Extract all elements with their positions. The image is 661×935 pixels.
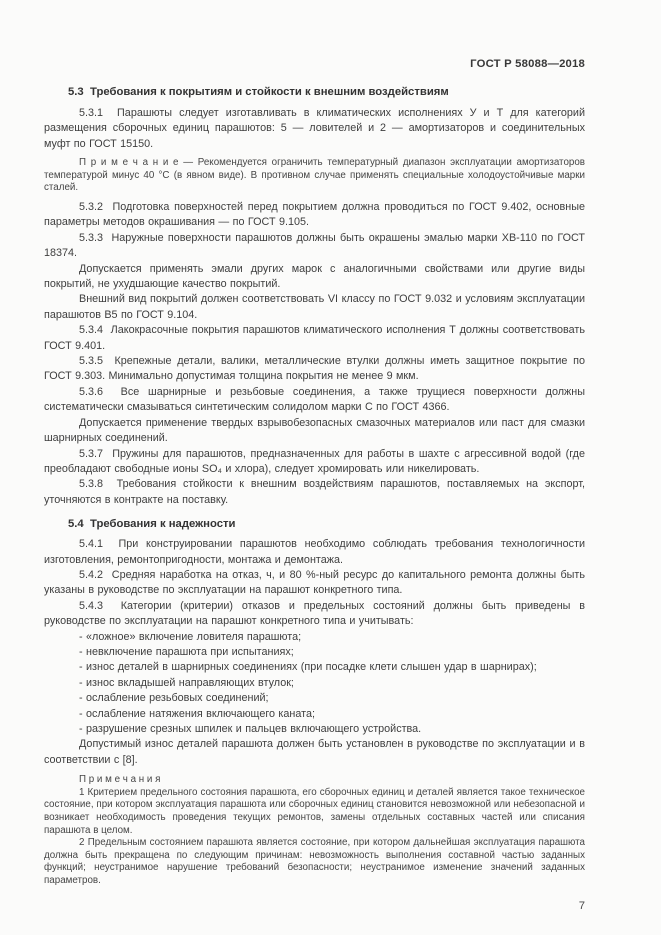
notes-block	[44, 774, 585, 887]
section-heading-5-3: 5.3 Требования к покрытиям и стойкости к внешним воздействиям	[68, 86, 449, 98]
para-5-4-1: 5.4.1 При конструировании парашютов необходимо соблюдать требования технологичности изготовления, ремонтопригодности, монтажа и демонтажа.	[44, 538, 585, 566]
note-5-3-1: П р и м е ч а н и е — Рекомендуется ограничить температурный диапазон эксплуатации амортизаторов температурой минус 40 °С (в явном виде). В противном случае применять специальные холодоустойчивые марки сталей.	[44, 157, 585, 194]
para-5-3-3-allow: Допускается применять эмали других марок с аналогичными свойствами или другие виды покрытий, не ухудшающие качество покрытий.	[44, 262, 585, 291]
para-5-3-5: 5.3.5 Крепежные детали, валики, металлические втулки должны иметь защитное покрытие по ГОСТ 9.303. Минимально допустимая толщина покрытия не менее 9 мкм.	[44, 355, 585, 383]
para-5-3-7: 5.3.7 Пружины для парашютов, предназначенных для работы в шахте с агрессивной водой (где преобладают свободные ионы SO₄ и хлора), следует хромировать или никелировать.	[44, 447, 585, 475]
list-item: - разрушение срезных шпилек и пальцев включающего устройства.	[79, 723, 422, 735]
para-5-3-3-appearance: Внешний вид покрытий должен соответствовать VI классу по ГОСТ 9.032 и условиям эксплуатации парашютов В5 по ГОСТ 9.104.	[44, 293, 585, 321]
para-5-3-2: 5.3.2 Подготовка поверхностей перед покрытием должна проводиться по ГОСТ 9.402, основные параметры методов окрашивания — по ГОСТ 9.105.	[44, 201, 585, 229]
notes-title: П р и м е ч а н и я	[79, 774, 161, 786]
para-5-3-1: 5.3.1 Парашюты следует изготавливать в климатических исполнениях У и Т для категорий размещения сборочных единиц парашютов: 5 — ловителей и 2 — амортизаторов и соединительных муфт по ГОСТ 15150.	[44, 107, 585, 150]
doc-number: ГОСТ Р 58088—2018	[470, 58, 585, 70]
para-5-3-4: 5.3.4 Лакокрасочные покрытия парашютов климатического исполнения Т должны соответствовать ГОСТ 9.401.	[44, 324, 585, 352]
list-item: - износ вкладышей направляющих втулок;	[79, 676, 294, 689]
para-5-3-6: 5.3.6 Все шарнирные и резьбовые соединения, а также трущиеся поверхности должны систематически смазываться синтетическим солидолом марки С по ГОСТ 4366.	[44, 385, 585, 414]
list-item: - ослабление резьбовых соединений;	[79, 692, 269, 705]
para-5-3-3: 5.3.3 Наружные поверхности парашютов должны быть окрашены эмалью марки ХВ-110 по ГОСТ 18374.	[44, 231, 585, 260]
para-5-4-3-wear: Допустимый износ деталей парашюта должен быть установлен в руководстве по эксплуатации и в соответствии с [8].	[44, 738, 585, 766]
para-5-3-8: 5.3.8 Требования стойкости к внешним воздействиям парашютов, поставляемых на экспорт, уточняются в контракте на поставку.	[44, 478, 585, 506]
para-5-4-3: 5.4.3 Категории (критерии) отказов и предельных состояний должны быть приведены в руководстве по эксплуатации на парашют конкретного типа и учитывать:	[44, 599, 585, 628]
note-2: 2 Предельным состоянием парашюта является состояние, при котором дальнейшая эксплуатация парашюта должна быть прекращена по следующим причинам: невозможность выполнения составной частью заданных функций; неустранимое нарушение требований безопасности; неустранимое изменение значений заданных параметров.	[44, 837, 585, 886]
note-1: 1 Критерием предельного состояния парашюта, его сборочных единиц и деталей является такое техническое состояние, при котором эксплуатация парашюта или сборочных единиц становится невозможной или небезопасной и возникает необходимость проведения текущих ремонтов, замены отдельных составных частей или списания парашюта в целом.	[44, 786, 585, 836]
section-heading-5-4: 5.4 Требования к надежности	[68, 518, 236, 531]
para-5-4-2: 5.4.2 Средняя наработка на отказ, ч, и 80 %-ный ресурс до капитального ремонта должны быть указаны в руководстве по эксплуатации на парашют конкретного типа.	[44, 568, 585, 597]
para-5-3-6-allow: Допускается применение твердых взрывобезопасных смазочных материалов или паст для смазки шарнирных соединений.	[44, 416, 585, 445]
page-number: 7	[578, 899, 585, 912]
list-item: - невключение парашюта при испытаниях;	[79, 645, 294, 658]
list-item: - «ложное» включение ловителя парашюта;	[79, 630, 302, 643]
list-item: - ослабление натяжения включающего каната;	[79, 707, 315, 720]
list-item: - износ деталей в шарнирных соединениях (при посадке клети слышен удар в шарнирах);	[79, 661, 537, 674]
